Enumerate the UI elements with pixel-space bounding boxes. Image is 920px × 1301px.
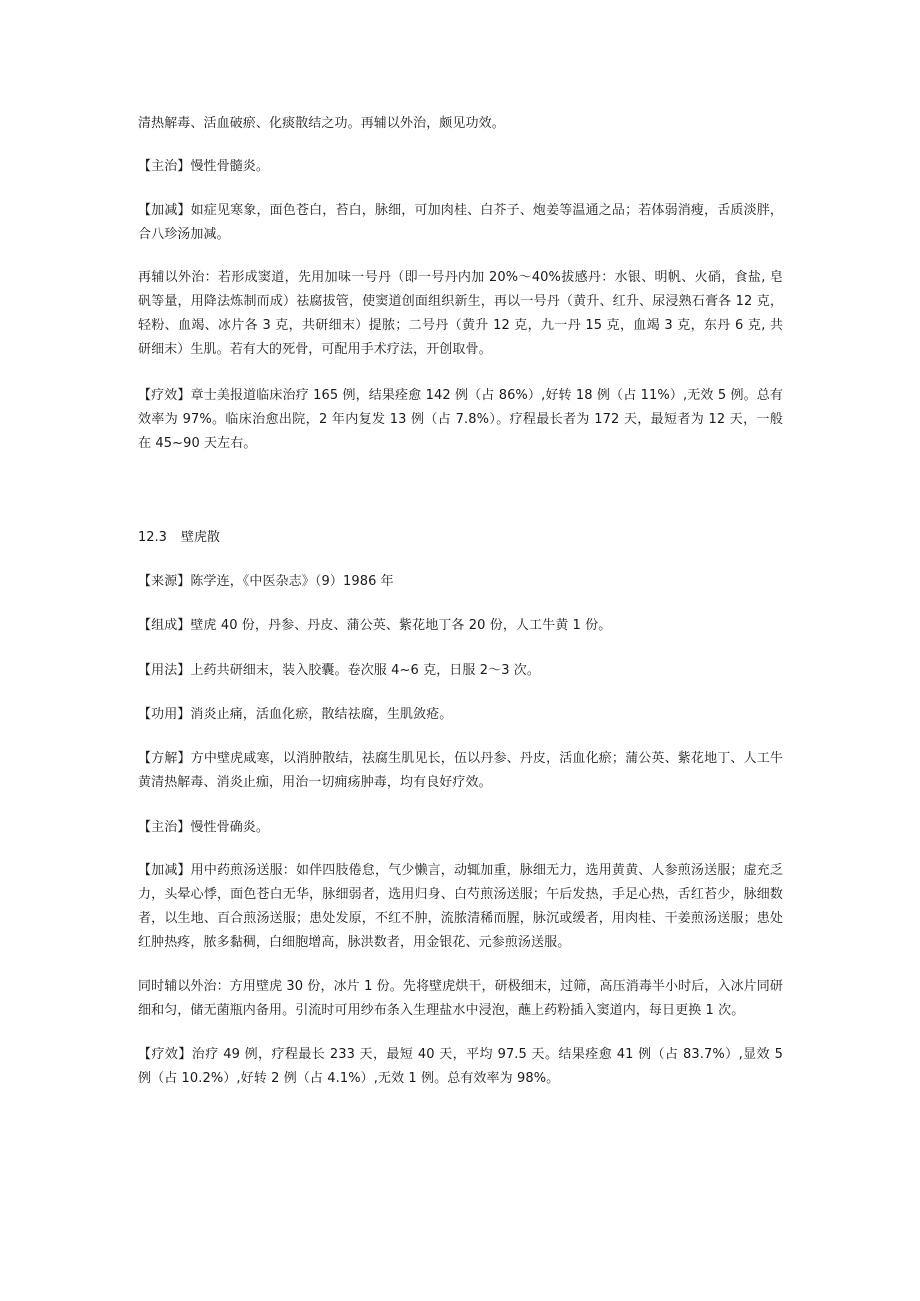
paragraph-explanation: 【方解】方中壁虎咸寒，以消肿散结，祛腐生肌见长，伍以丹参、丹皮，活血化瘀；蒲公英、紫花地丁、人工牛黄清热解毒、消炎止痂，用治一切痈疡肿毒，均有良好疗效。 — [138, 751, 783, 790]
paragraph-external-treatment: 再辅以外治：若形成窦道，先用加味一号丹（即一号丹内加 20%～40%拔感丹：水银、明帆、火硝，食盐, 皂矾等量，用降法炼制而成）祛腐拔管，使窦道创面组织新生，再以一号丹（黄升、红升、尿浸熟石膏各 12 克，轻粉、血竭、冰片各 3 克，共研细末）提脓；二号丹（黄升 12 克，九一丹 15 克，血竭 3 克，东丹 6 克, 共研细末）生肌。若有大的死骨，可配用手术疗法，开创取骨。 — [138, 270, 783, 357]
paragraph-modification: 【加减】如症见寒象，面色苍白，苔白，脉细，可加肉桂、白芥子、炮姜等温通之品；若体弱消瘦，舌质淡胖，合八珍汤加减。 — [138, 203, 783, 242]
paragraph-modification-2: 【加减】用中药煎汤送服：如伴四肢倦怠，气少懒言，动辄加重，脉细无力，选用黄黄、人参煎汤送服；虚充乏力，头晕心悸，面色苍白无华，脉细弱者，选用归身、白芍煎汤送服；午后发热，手足心热，舌红苔少，脉细数者，以生地、百合煎汤送服；患处发原，不红不肿，流脓清稀而腥，脉沉或缓者，用肉桂、干姜煎汤送服；患处红肿热疼，脓多黏稠，白细胞增高，脉洪数者，用金银花、元参煎汤送服。 — [138, 863, 783, 950]
section-title: 壁虎散 — [180, 530, 220, 545]
paragraph-intro: 清热解毒、活血破瘀、化痰散结之功。再辅以外治，颇见功效。 — [138, 116, 505, 131]
paragraph-indication: 【主治】慢性骨髓炎。 — [138, 159, 270, 174]
paragraph-usage: 【用法】上药共研细末，装入胶囊。卷次服 4~6 克，日服 2～3 次。 — [138, 663, 541, 678]
paragraph-indication-2: 【主治】慢性骨确炎。 — [138, 820, 270, 835]
paragraph-external-treatment-2: 同时辅以外治：方用壁虎 30 份，冰片 1 份。先将壁虎烘干，研极细末，过筛，高压消毒半小时后，入冰片同研细和匀，储无菌瓶内备用。引流时可用纱布条入生理盐水中浸泡，蘸上药粉插入窦道内，每日更换 1 次。 — [138, 979, 783, 1018]
paragraph-outcome-2: 【疗效】治疗 49 例，疗程最长 233 天，最短 40 天，平均 97.5 天。结果痊愈 41 例（占 83.7%）,显效 5 例（占 10.2%）,好转 2 例（占 4.1%）,无效 1 例。总有效率为 98%。 — [138, 1047, 783, 1086]
section-heading — [138, 526, 220, 550]
paragraph-composition: 【组成】壁虎 40 份，丹参、丹皮、蒲公英、紫花地丁各 20 份，人工牛黄 1 份。 — [138, 618, 612, 633]
paragraph-source: 【来源】陈学连，《中医杂志》（9）1986 年 — [138, 574, 394, 589]
paragraph-function: 【功用】消炎止痛，活血化瘀，散结祛腐，生肌敛疮。 — [138, 707, 453, 722]
paragraph-outcome: 【疗效】章士美报道临床治疗 165 例，结果痊愈 142 例（占 86%）,好转 18 例（占 11%）,无效 5 例。总有效率为 97%。临床治愈出院，2 年内复发 13 例（占 7.8%）。疗程最长者为 172 天，最短者为 12 天，一般在 45~90 天左右。 — [138, 388, 783, 451]
section-number: 12.3 — [138, 530, 167, 545]
